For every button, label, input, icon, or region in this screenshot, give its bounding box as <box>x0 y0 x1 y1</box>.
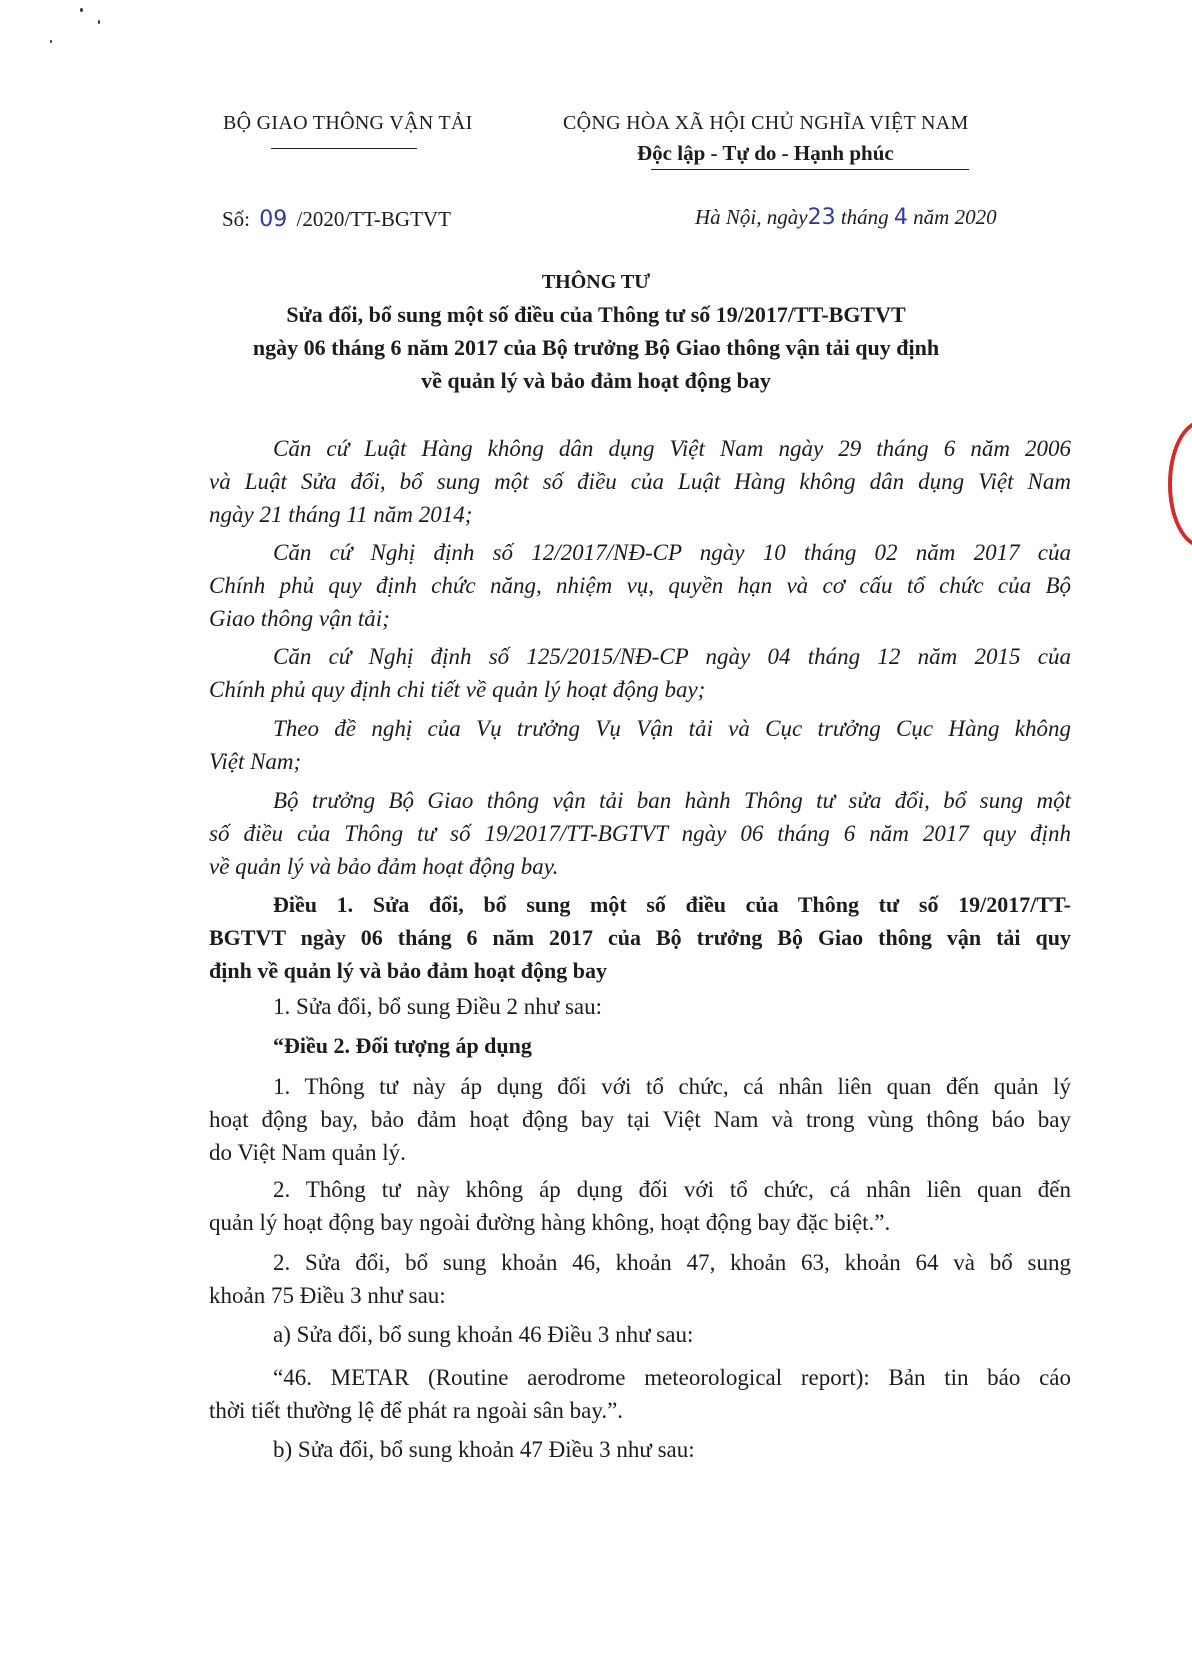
text-line: Chính phủ quy định chi tiết về quản lý hoạt động bay; <box>209 677 706 702</box>
preamble-issuance <box>209 784 1071 883</box>
text-line: Việt Nam; <box>209 749 302 774</box>
text-line: về quản lý và bảo đảm hoạt động bay. <box>209 854 559 879</box>
text-line: Căn cứ Nghị định số 12/2017/NĐ-CP ngày 10 tháng 02 năm 2017 của <box>273 540 1071 565</box>
motto-underline <box>651 169 969 170</box>
preamble-decree-125 <box>209 640 1071 706</box>
text-line: khoản 75 Điều 3 như sau: <box>209 1283 446 1308</box>
date-part-2: tháng <box>840 205 889 229</box>
number-suffix: /2020/TT-BGTVT <box>296 207 451 231</box>
article-1-heading <box>209 888 1071 987</box>
text-line: Căn cứ Nghị định số 125/2015/NĐ-CP ngày 04 tháng 12 năm 2015 của <box>273 644 1071 669</box>
text-line: “Điều 2. Đối tượng áp dụng <box>273 1033 532 1058</box>
date-part-3: năm 2020 <box>913 205 997 229</box>
article-2-heading <box>209 1029 1071 1062</box>
item-46-definition <box>209 1361 1071 1427</box>
text-line: “46. METAR (Routine aerodrome meteorological report): Bản tin báo cáo <box>273 1365 1071 1390</box>
document-type: THÔNG TƯ <box>541 271 651 293</box>
text-line: a) Sửa đổi, bổ sung khoản 46 Điều 3 như sau: <box>273 1322 694 1347</box>
item-a <box>209 1318 1071 1351</box>
article-2-paragraph-2 <box>209 1173 1071 1239</box>
text-line: Bộ trưởng Bộ Giao thông vận tải ban hành Thông tư sửa đổi, bổ sung một <box>273 788 1071 813</box>
number-handwritten: 09 <box>259 207 288 232</box>
text-line: Giao thông vận tải; <box>209 606 390 631</box>
text-line: 2. Sửa đổi, bổ sung khoản 46, khoản 47, khoản 63, khoản 64 và bổ sung <box>273 1250 1071 1275</box>
text-line: 2. Thông tư này không áp dụng đối với tổ chức, cá nhân liên quan đến <box>273 1177 1071 1202</box>
number-prefix: Số: <box>222 207 251 231</box>
ministry-underline <box>271 148 417 149</box>
date-day-handwritten: 23 <box>807 205 836 230</box>
title-line: Sửa đổi, bổ sung một số điều của Thông tư số 19/2017/TT-BGTVT <box>286 302 906 327</box>
title-line: ngày 06 tháng 6 năm 2017 của Bộ trưởng Bộ Giao thông vận tải quy định <box>252 335 940 360</box>
place-and-date <box>695 205 997 230</box>
scan-speck <box>80 8 83 12</box>
text-line: Chính phủ quy định chức năng, nhiệm vụ, quyền hạn và cơ cấu tổ chức của Bộ <box>209 573 1071 598</box>
document-title <box>0 298 1192 397</box>
preamble-proposal <box>209 712 1071 778</box>
text-line: định về quản lý và bảo đảm hoạt động bay <box>209 958 607 983</box>
text-line: Theo đề nghị của Vụ trưởng Vụ Vận tải và Cục trưởng Cục Hàng không <box>273 716 1071 741</box>
date-part-1: Hà Nội, ngày <box>695 205 808 229</box>
text-line: Điều 1. Sửa đổi, bổ sung một số điều của Thông tư số 19/2017/TT- <box>273 892 1071 917</box>
scan-speck <box>98 20 100 24</box>
text-line: 1. Thông tư này áp dụng đối với tổ chức, cá nhân liên quan đến quản lý <box>273 1074 1071 1099</box>
text-line: và Luật Sửa đổi, bổ sung một số điều của Luật Hàng không dân dụng Việt Nam <box>209 469 1071 494</box>
text-line: số điều của Thông tư số 19/2017/TT-BGTVT ngày 06 tháng 6 năm 2017 quy định <box>209 821 1071 846</box>
item-b <box>209 1433 1071 1466</box>
text-line: 1. Sửa đổi, bổ sung Điều 2 như sau: <box>273 994 603 1019</box>
text-line: thời tiết thường lệ để phát ra ngoài sân bay.”. <box>209 1398 624 1423</box>
red-seal-stamp <box>1168 420 1192 548</box>
nation-name: CỘNG HÒA XÃ HỘI CHỦ NGHĨA VIỆT NAM <box>563 112 969 134</box>
text-line: quản lý hoạt động bay ngoài đường hàng không, hoạt động bay đặc biệt.”. <box>209 1210 891 1235</box>
ministry-name: BỘ GIAO THÔNG VẬN TẢI <box>223 112 473 134</box>
text-line: Căn cứ Luật Hàng không dân dụng Việt Nam ngày 29 tháng 6 năm 2006 <box>273 436 1071 461</box>
clause-1-intro <box>209 990 1071 1023</box>
preamble-law <box>209 432 1071 531</box>
clause-2 <box>209 1246 1071 1312</box>
date-month-handwritten: 4 <box>893 205 908 230</box>
preamble-decree-12 <box>209 536 1071 635</box>
text-line: ngày 21 tháng 11 năm 2014; <box>209 502 473 527</box>
scan-speck <box>50 40 52 43</box>
document-number <box>222 207 451 232</box>
national-motto: Độc lập - Tự do - Hạnh phúc <box>637 141 894 165</box>
text-line: b) Sửa đổi, bổ sung khoản 47 Điều 3 như sau: <box>273 1437 695 1462</box>
text-line: do Việt Nam quản lý. <box>209 1140 406 1165</box>
article-2-paragraph-1 <box>209 1070 1071 1169</box>
title-line: về quản lý và bảo đảm hoạt động bay <box>421 368 771 393</box>
text-line: hoạt động bay, bảo đảm hoạt động bay tại Việt Nam và trong vùng thông báo bay <box>209 1107 1071 1132</box>
text-line: BGTVT ngày 06 tháng 6 năm 2017 của Bộ trưởng Bộ Giao thông vận tải quy <box>209 925 1071 950</box>
